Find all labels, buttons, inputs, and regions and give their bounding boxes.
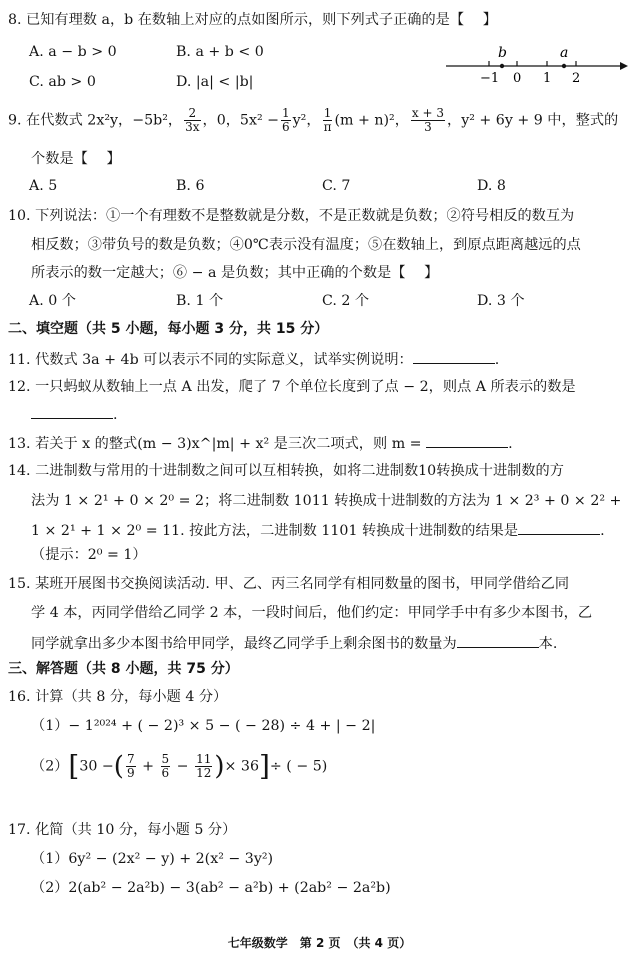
point-label-a: a [560,45,569,61]
q16-frac-2 [161,753,171,780]
q13-answer-blank[interactable] [426,433,508,448]
q14-answer-blank[interactable] [518,520,600,535]
q17-part-2: （2）2(ab² − 2a²b) − 3(ab² − a²b) + (2ab² − 2a²b) [31,880,391,896]
q17-part-1: （1）6y² − (2x² − y) + 2(x² − 3y²) [31,851,274,867]
q8-option-d: D. |a| < |b| [176,74,254,90]
q16-frac-3-num: 11 [196,752,212,766]
q15-line-3 [31,633,557,653]
q10-option-c: C. 2 个 [322,293,370,309]
q16-title: 16. 计算（共 8 分，每小题 4 分） [8,689,228,705]
q9-frac-1-num: 2 [184,107,200,121]
point-a [562,64,566,68]
q9-mid-2: y²， [292,112,321,129]
q16-part-2: （2）[30 −( $\frac{7}{9}$ + $\frac{5}{6}$ − $\frac{11}{12}$ )× 36]÷ ( − 5) [31,749,328,783]
q8-stem: 8. 已知有理数 a，b 在数轴上对应的点如图所示，则下列式子正确的是【 】 [8,12,497,28]
q13: 13. 若关于 x 的整式(m − 3)x^|m| + x² 是三次二项式，则 m = . [8,433,513,453]
number-line-arrow [620,62,628,70]
q9-option-a: A. 5 [29,178,58,194]
q10-option-b: B. 1 个 [176,293,224,309]
q15-line-3-text: 同学就拿出多少本图书给甲同学，最终乙同学手上剩余图书的数量为 [31,636,457,652]
q10-option-d: D. 3 个 [477,293,525,309]
q14-line-2: 法为 1 × 2¹ + 0 × 2⁰ = 2；将二进制数 1011 转换成十进制数的方法为 1 × 2³ + 0 × 2² + [31,493,622,509]
point-b [500,64,504,68]
q15-line-1: 15. 某班开展图书交换阅读活动. 甲、乙、丙三名同学有相同数量的图书，甲同学借给乙同 [8,576,570,592]
q12-answer-blank[interactable] [31,404,113,419]
left-bracket: [ [68,749,80,783]
q14-line-3: 1 × 2¹ + 1 × 2⁰ = 11. 按此方法，二进制数 1101 转换成十进制数的结果是 . [31,520,605,540]
right-paren: ) [214,751,225,782]
q9-mid-1: ，0，5x² − [202,112,280,129]
q17-title: 17. 化简（共 10 分，每小题 5 分） [8,822,237,838]
q9-frac-4 [411,107,445,134]
q9-frac-2-den: 6 [282,120,290,134]
q9-option-b: B. 6 [176,178,205,194]
tick-label-minus-1: −1 [480,71,500,86]
section-fill-in-heading: 二、填空题（共 5 小题，每小题 3 分，共 15 分） [8,321,329,337]
q9-frac-4-num: x + 3 [411,106,444,120]
q11-answer-blank[interactable] [413,349,495,364]
q12-line-1: 12. 一只蚂蚁从数轴上一点 A 出发，爬了 7 个单位长度到了点 − 2，则点 A 所表示的数是 [8,379,576,395]
q9-frac-1 [184,107,200,134]
q10-option-a: A. 0 个 [29,293,76,309]
q16-frac-1-num: 7 [126,752,135,766]
q15-answer-blank[interactable] [457,633,539,648]
q8-option-c: C. ab > 0 [29,74,96,90]
number-line [440,40,630,90]
page-footer: 七年级数学 第 2 页 （共 4 页） [227,936,412,950]
tick-label-2: 2 [572,71,581,86]
section-solve-heading: 三、解答题（共 8 小题，共 75 分） [8,661,239,677]
q16-frac-3-den: 12 [196,766,212,780]
right-bracket: ] [258,749,270,783]
q10-line-2: 相反数；③带负号的数是负数；④0℃表示没有温度；⑤在数轴上，到原点距离越远的点 [31,237,581,253]
tick-label-0: 0 [513,71,522,86]
point-label-b: b [498,45,507,61]
q11: 11. 代数式 3a + 4b 可以表示不同的实际意义，试举实例说明： . [8,349,499,369]
q16-frac-3 [195,753,212,780]
q10-line-3: 所表示的数一定越大；⑥ − a 是负数；其中正确的个数是【 】 [31,265,439,281]
q11-text: 11. 代数式 3a + 4b 可以表示不同的实际意义，试举实例说明： [8,352,413,368]
q13-text: 13. 若关于 x 的整式(m − 3)x^|m| + x² 是三次二项式，则 m = [8,436,422,452]
q9-frac-2-num: 1 [282,106,290,120]
q16-part-1: （1）− 1²⁰²⁴ + ( − 2)³ × 5 − ( − 28) ÷ 4 + | − 2| [31,718,376,734]
q16-frac-2-den: 6 [161,766,170,780]
q16-frac-2-num: 5 [161,752,170,766]
q9-stem [8,107,618,134]
q16-frac-1-den: 9 [126,766,135,780]
q9-mid-3: (m + n)²， [334,112,409,129]
q9-frac-1-den: 3x [185,120,200,134]
q9-frac-3 [323,107,333,134]
q9-option-c: C. 7 [322,178,351,194]
q15-line-2: 学 4 本，丙同学借给乙同学 2 本，一段时间后，他们约定：甲同学手中有多少本图书，乙 [31,605,593,621]
q9-frac-3-num: 1 [323,106,332,120]
q14-hint: （提示：2⁰ = 1） [31,547,147,563]
q9-option-d: D. 8 [477,178,506,194]
q8-option-b: B. a + b < 0 [176,44,264,60]
q16-part-2-prefix: （2） [31,758,69,775]
q16-part-2-end: ÷ ( − 5) [269,758,328,775]
tick-label-1: 1 [543,71,552,86]
q9-mid-4: ，y² + 6y + 9 中，整式的 [447,112,619,129]
q16-part-2-a: 30 − [79,758,114,775]
q14-line-1: 14. 二进制数与常用的十进制数之间可以互相转换，如将二进制数10转换成十进制数的方 [8,463,564,479]
q9-frac-4-den: 3 [424,120,432,134]
left-paren: ( [113,751,124,782]
q16-frac-1 [126,753,136,780]
q14-line-3-text: 1 × 2¹ + 1 × 2⁰ = 11. 按此方法，二进制数 1101 转换成十进制数的结果是 [31,523,519,539]
q9-stem-cont: 个数是【 】 [31,151,121,167]
q16-part-2-tail: × 36 [224,758,259,775]
q15-unit: 本. [538,636,558,652]
q9-frac-2 [281,107,291,134]
q9-frac-3-den: π [323,120,332,134]
q9-stem-prefix: 9. 在代数式 2x²y，−5b²， [8,112,183,129]
q8-option-a: A. a − b > 0 [29,44,117,60]
q10-line-1: 10. 下列说法：①一个有理数不是整数就是分数，不是正数就是负数；②符号相反的数互为 [8,208,575,224]
q12-line-2: . [31,404,118,424]
